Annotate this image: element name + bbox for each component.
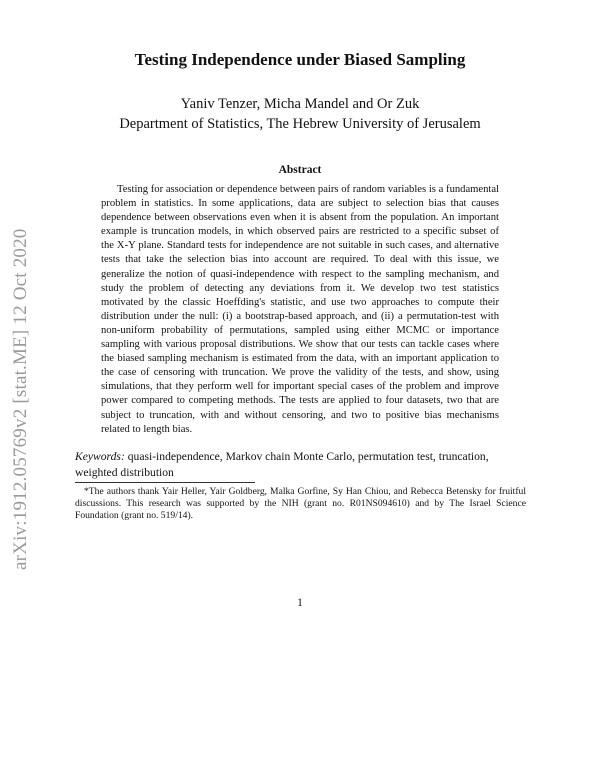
- keywords-label: Keywords:: [75, 450, 125, 463]
- footnote-divider: [75, 482, 255, 483]
- author-list: Yaniv Tenzer, Micha Mandel and Or Zuk: [180, 96, 420, 112]
- page-number: 1: [297, 597, 303, 609]
- arxiv-identifier-stamp: arXiv:1912.05769v2 [stat.ME] 12 Oct 2020: [10, 228, 31, 570]
- affiliation: Department of Statistics, The Hebrew University of Jerusalem: [119, 116, 481, 132]
- paper-title: Testing Independence under Biased Sampling: [134, 50, 466, 69]
- abstract-text: Testing for association or dependence between pairs of random variables is a fundamental problem in statistics. In some applications, data are subject to selection bias that causes dependence between observations even when it is absent from the population. An important example is truncation models, in which observed pairs are restricted to a specific subset of the X-Y plane. Standard tests for independence are not suitable in such cases, and alternative tests that take the selection bias into account are required. To deal with this issue, we generalize the notion of quasi-independence with respect to the sampling mechanism, and study the problem of detecting any deviations from it. We develop two test statistics motivated by the classic Hoeffding's statistic, and use two approaches to compute their distribution under the null: (i) a bootstrap-based approach, and (ii) a permutation-test with non-uniform probability of permutations, sampled using either MCMC or importance sampling with various proposal distributions. We show that our tests can tackle cases where the biased sampling mechanism is estimated from the data, with an important application to the case of censoring with truncation. We prove the validity of the tests, and show, using simulations, that they perform well for important special cases of the problem and improve power compared to competing methods. The tests are applied to four datasets, two that are subject to truncation, with and without censoring, and two to positive bias mechanisms related to length bias.: [101, 184, 499, 435]
- keywords-text: quasi-independence, Markov chain Monte Carlo, permutation test, truncation, weighted distribution: [75, 450, 489, 479]
- abstract-heading: Abstract: [278, 164, 322, 176]
- keywords-line: [75, 449, 526, 480]
- acknowledgement-footnote: *The authors thank Yair Heller, Yair Goldberg, Malka Gorfine, Sy Han Chiou, and Rebecca Betensky for fruitful discussions. This research was supported by the NIH (grant no. R01NS094610) and by The Israel Science Foundation (grant no. 519/14).: [75, 486, 526, 522]
